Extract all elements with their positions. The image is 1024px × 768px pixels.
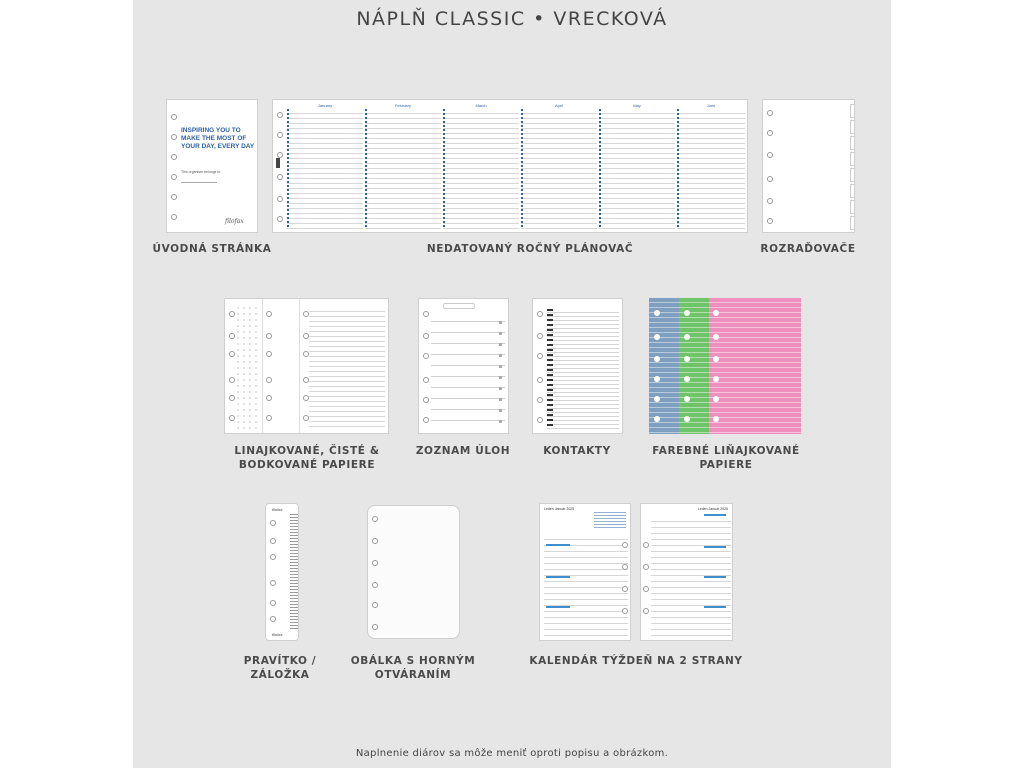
caption-envelope [346,654,480,682]
day-numbers [521,109,523,229]
month-column-lines [287,109,363,229]
punch-hole [684,396,690,402]
punch-hole [423,377,429,383]
month-header: May [633,103,641,108]
punch-hole [270,554,276,560]
ruler-scale [290,514,298,630]
day-numbers [677,109,679,229]
day-label [546,544,570,546]
punch-hole [171,154,177,160]
punch-hole [537,333,543,339]
divider-tab [850,200,855,214]
month-column-lines [521,109,597,229]
punch-hole [537,397,543,403]
punch-hole [303,351,309,357]
mini-calendar [594,512,626,530]
punch-hole [423,333,429,339]
punch-hole [643,542,649,548]
todo-sheet [418,298,509,434]
caption-line: OTVÁRANÍM [374,669,452,681]
caption-todo: ZOZNAM ÚLOH [415,445,511,457]
brand-mark [276,158,280,168]
punch-hole [229,351,235,357]
caption-line: ZÁLOŽKA [250,669,310,681]
week-calendar-left-page [539,503,631,641]
divider-tab [850,152,855,166]
caption-line: FAREBNÉ LIŇAJKOVANÉ [652,445,800,457]
punch-hole [713,396,719,402]
page-title: NÁPLŇ CLASSIC • VRECKOVÁ [356,8,668,30]
caption-year-planner: NEDATOVANÝ ROČNÝ PLÁNOVAČ [426,243,634,255]
punch-hole [229,311,235,317]
punch-hole [654,376,660,382]
punch-hole [171,194,177,200]
punch-hole [229,395,235,401]
caption-lined-paper [214,444,400,472]
punch-hole [767,130,773,136]
divider-tab [850,216,855,230]
punch-hole [643,608,649,614]
brand-logo: filofax [225,218,244,225]
punch-hole [622,586,628,592]
punch-hole [171,214,177,220]
sheet-divider [262,299,263,434]
caption-ruler [228,654,332,682]
day-label [704,576,726,578]
caption-week-calendar: KALENDÁR TÝŽDEŇ NA 2 STRANY [529,655,743,667]
punch-hole [266,415,272,421]
month-header: March [475,103,487,108]
day-label [546,606,570,608]
punch-hole [303,377,309,383]
caption-contacts: KONTAKTY [543,445,611,457]
punch-hole [303,333,309,339]
punch-hole [270,600,276,606]
footnote: Naplnenie diárov sa môže meniť oproti popisu a obrázkom. [355,748,669,759]
punch-hole [171,114,177,120]
punch-hole [622,564,628,570]
punch-hole [171,174,177,180]
punch-hole [537,353,543,359]
ruler-bookmark [265,503,299,641]
caption-line: PAPIERE [699,459,753,471]
punch-hole [277,174,283,180]
contact-labels [547,309,553,429]
month-header: April [554,103,563,108]
punch-hole [423,417,429,423]
checkboxes [499,313,502,425]
punch-hole [423,311,429,317]
punch-hole [537,417,543,423]
todo-header-box [443,303,475,309]
punch-hole [713,416,719,422]
divider-tab [850,120,855,134]
punch-hole [277,216,283,222]
paper-lines [649,298,801,434]
punch-hole [372,538,378,544]
colored-paper-sheet [649,298,801,434]
punch-hole [622,608,628,614]
punch-hole [372,516,378,522]
day-label [546,576,570,578]
punch-hole [537,377,543,383]
caption-dividers: ROZRAĎOVAČE [760,243,856,255]
punch-hole [654,416,660,422]
punch-hole [266,333,272,339]
caption-intro-page: ÚVODNÁ STRÁNKA [152,243,272,255]
punch-hole [684,356,690,362]
punch-hole [277,132,283,138]
caption-line: PRAVÍTKO / [243,655,317,667]
punch-hole [303,311,309,317]
month-header: June [706,103,716,108]
punch-hole [713,356,719,362]
punch-hole [229,415,235,421]
calendar-header-right: Leden Január 2025 [697,507,728,511]
lined-area [309,307,385,429]
punch-hole [423,353,429,359]
caption-line: OBÁLKA S HORNÝM [350,655,476,667]
punch-hole [270,538,276,544]
lined-paper-sheet [224,298,389,434]
day-numbers [443,109,445,229]
contacts-sheet [532,298,623,434]
calendar-header-left: Leden Január 2025 [544,507,575,511]
punch-hole [767,110,773,116]
punch-hole [270,616,276,622]
punch-hole [713,334,719,340]
punch-hole [171,134,177,140]
punch-hole [643,586,649,592]
punch-hole [684,310,690,316]
day-label [704,606,726,608]
punch-hole [713,376,719,382]
punch-hole [303,415,309,421]
envelope-sheet [367,505,460,639]
punch-hole [372,560,378,566]
day-numbers [599,109,601,229]
dividers-sheet [762,99,855,233]
sheet-divider [299,299,300,434]
month-column-lines [677,109,745,229]
punch-hole [266,351,272,357]
punch-hole [537,311,543,317]
punch-hole [372,624,378,630]
month-column-lines [599,109,675,229]
punch-hole [654,356,660,362]
punch-hole [654,310,660,316]
week-calendar-right-page [640,503,733,641]
punch-hole [229,377,235,383]
month-column-lines [365,109,441,229]
punch-hole [270,580,276,586]
month-column-lines [443,109,519,229]
day-label [704,546,726,548]
month-header: February [394,103,411,108]
punch-hole [303,395,309,401]
divider-tab [850,168,855,182]
punch-hole [643,564,649,570]
ruler-brand-bottom: filofax [272,632,283,637]
day-numbers [287,109,289,229]
punch-hole [767,152,773,158]
punch-hole [270,520,276,526]
punch-hole [654,396,660,402]
divider-tab [850,136,855,150]
todo-lines [431,311,505,431]
punch-hole [684,416,690,422]
punch-hole [684,334,690,340]
caption-line: BODKOVANÉ PAPIERE [238,459,376,471]
ruler-brand-top: filofax [272,507,283,512]
punch-hole [372,582,378,588]
month-header: January [317,103,333,108]
caption-colored-paper [640,444,812,472]
punch-hole [622,542,628,548]
day-label [704,514,726,516]
punch-hole [767,198,773,204]
dotted-area [235,305,261,429]
punch-hole [423,397,429,403]
punch-hole [767,176,773,182]
day-numbers [365,109,367,229]
intro-belongs-label: This organiser belongs to [181,170,221,174]
calendar-lines [544,534,628,636]
divider-tab [850,104,855,118]
punch-hole [229,333,235,339]
year-planner-sheet [272,99,748,233]
contact-lines [547,309,619,429]
caption-line: LINAJKOVANÉ, ČISTÉ & [234,445,380,457]
punch-hole [713,310,719,316]
punch-hole [277,196,283,202]
punch-hole [654,334,660,340]
punch-hole [277,112,283,118]
punch-hole [266,311,272,317]
punch-hole [266,377,272,383]
punch-hole [372,602,378,608]
punch-hole [266,395,272,401]
name-line [181,182,217,183]
punch-hole [767,218,773,224]
divider-tab [850,184,855,198]
punch-hole [684,376,690,382]
intro-page-sheet [166,99,258,233]
intro-slogan: INSPIRING YOU TO MAKE THE MOST OF YOUR DAY, EVERY DAY [181,127,255,150]
